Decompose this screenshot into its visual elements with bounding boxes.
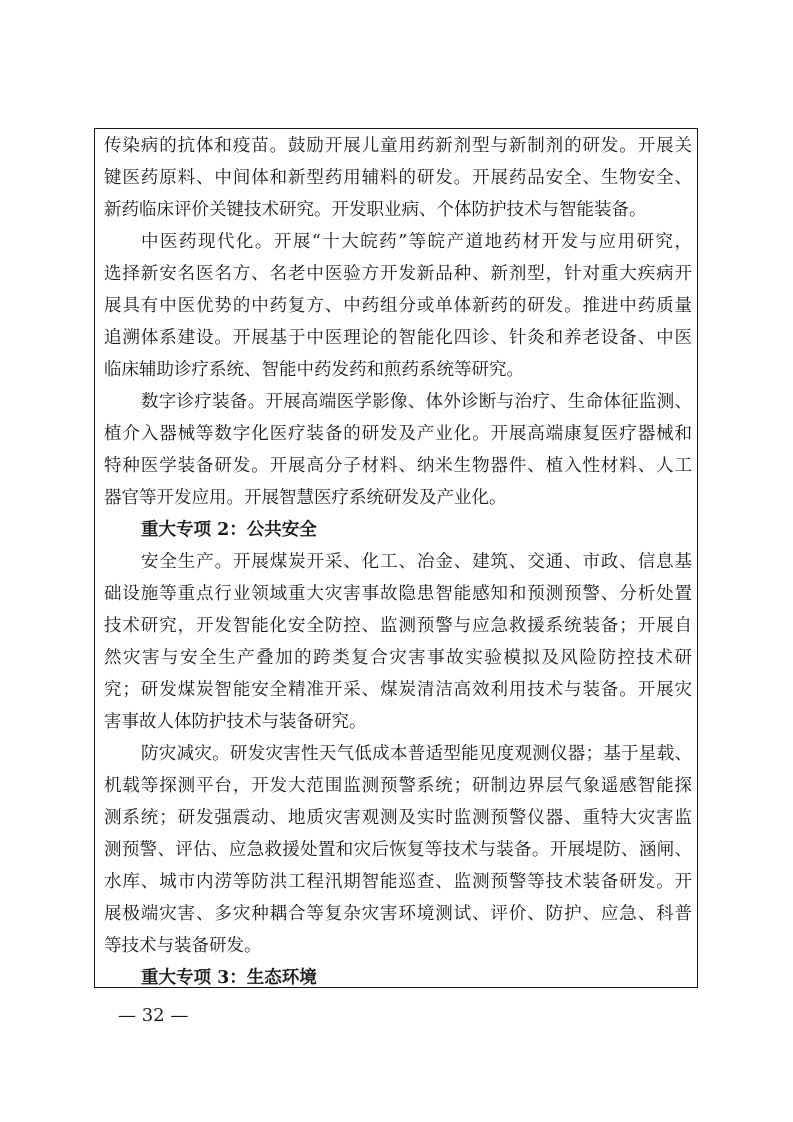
paragraph-line: 选择新安名医名方、名老中医验方开发新品种、新剂型，针对重大疾病开	[104, 264, 692, 284]
paragraph-line: 测系统；研发强震动、地质灾害观测及实时监测预警仪器、重特大灾害监	[104, 808, 692, 828]
paragraph-line: 器官等开发应用。开展智慧医疗系统研发及产业化。	[104, 488, 507, 508]
section-heading: 重大专项 2：公共安全	[141, 520, 317, 540]
paragraph-line: 数字诊疗装备。开展高端医学影像、体外诊断与治疗、生命体征监测、	[141, 392, 692, 412]
paragraph-line: 键医药原料、中间体和新型药用辅料的研发。开展药品安全、生物安全、	[104, 168, 692, 188]
paragraph-line: 究；研发煤炭智能安全精准开采、煤炭清洁高效利用技术与装备。开展灾	[104, 680, 692, 700]
paragraph-line: 然灾害与安全生产叠加的跨类复合灾害事故实验模拟及风险防控技术研	[104, 648, 692, 668]
paragraph-line: 临床辅助诊疗系统、智能中药发药和煎药系统等研究。	[104, 360, 524, 380]
paragraph-line: 新药临床评价关键技术研究。开发职业病、个体防护技术与智能装备。	[104, 200, 647, 220]
paragraph-line: 机载等探测平台，开发大范围监测预警系统；研制边界层气象遥感智能探	[104, 776, 692, 796]
paragraph-line: 安全生产。开展煤炭开采、化工、冶金、建筑、交通、市政、信息基	[141, 552, 692, 572]
paragraph-line: 等技术与装备研发。	[104, 936, 262, 956]
paragraph-line: 传染病的抗体和疫苗。鼓励开展儿童用药新剂型与新制剂的研发。开展关	[104, 136, 692, 156]
paragraph-line: 植介入器械等数字化医疗装备的研发及产业化。开展高端康复医疗器械和	[104, 424, 692, 444]
paragraph-line: 技术研究，开发智能化安全防控、监测预警与应急救援系统装备；开展自	[104, 616, 692, 636]
paragraph-line: 础设施等重点行业领域重大灾害事故隐患智能感知和预测预警、分析处置	[104, 584, 692, 604]
paragraph-line: 展极端灾害、多灾种耦合等复杂灾害环境测试、评价、防护、应急、科普	[104, 904, 692, 924]
paragraph-line: 特种医学装备研发。开展高分子材料、纳米生物器件、植入性材料、人工	[104, 456, 692, 476]
page-number: — 32 —	[118, 1005, 189, 1026]
paragraph-line: 水库、城市内涝等防洪工程汛期智能巡查、监测预警等技术装备研发。开	[104, 872, 692, 892]
paragraph-line: 测预警、评估、应急救援处置和灾后恢复等技术与装备。开展堤防、涵闸、	[104, 840, 692, 860]
paragraph-line: 害事故人体防护技术与装备研究。	[104, 712, 367, 732]
paragraph-line: 防灾减灾。研发灾害性天气低成本普适型能见度观测仪器；基于星载、	[141, 744, 692, 764]
paragraph-line: 中医药现代化。开展“十大皖药”等皖产道地药材开发与应用研究，	[141, 232, 692, 252]
paragraph-line: 追溯体系建设。开展基于中医理论的智能化四诊、针灸和养老设备、中医	[104, 328, 692, 348]
paragraph-line: 展具有中医优势的中药复方、中药组分或单体新药的研发。推进中药质量	[104, 296, 692, 316]
section-heading: 重大专项 3：生态环境	[141, 968, 317, 988]
